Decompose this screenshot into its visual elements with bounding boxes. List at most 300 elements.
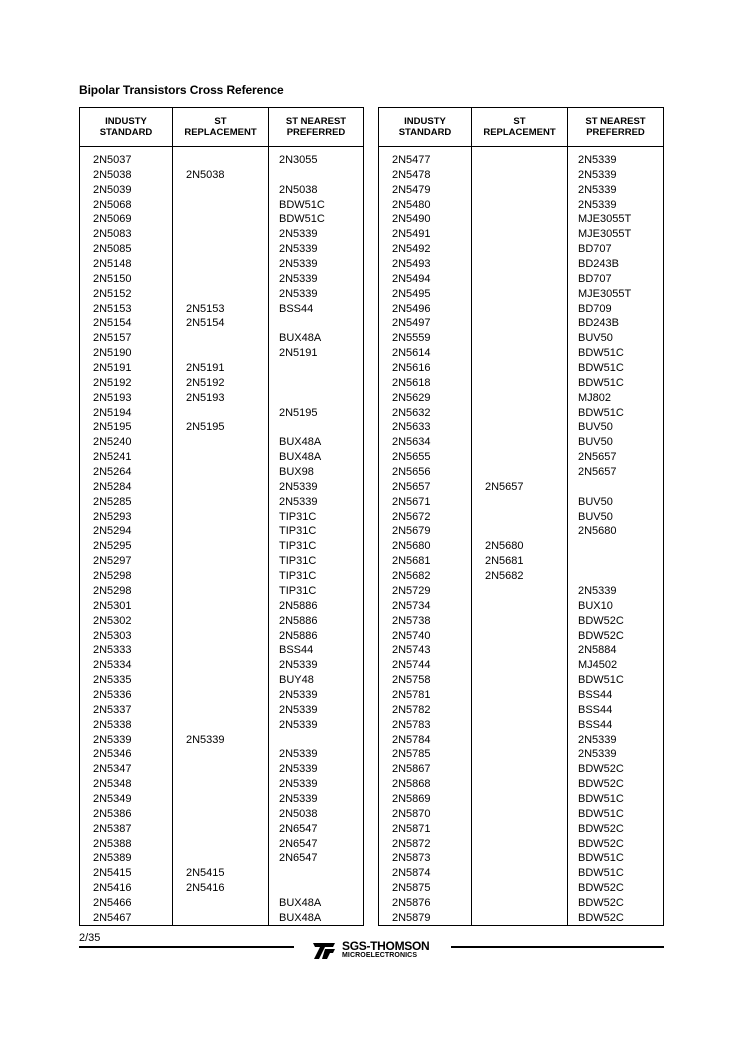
st-nearest-preferred-cell: TIP31C bbox=[279, 555, 317, 568]
cross-reference-table-right bbox=[378, 107, 664, 926]
table-row bbox=[379, 747, 663, 762]
industry-standard-cell: 2N5559 bbox=[392, 332, 431, 345]
industry-standard-cell: 2N5875 bbox=[392, 882, 431, 895]
st-nearest-preferred-cell: BUX48A bbox=[279, 911, 322, 924]
company-logo bbox=[311, 939, 433, 963]
st-replacement-cell: 2N5195 bbox=[186, 421, 225, 434]
st-nearest-preferred-cell: BDW51C bbox=[578, 362, 624, 375]
table-row bbox=[80, 406, 363, 421]
industry-standard-cell: 2N5871 bbox=[392, 822, 431, 835]
table-row bbox=[379, 614, 663, 629]
table-row bbox=[379, 257, 663, 272]
industry-standard-cell: 2N5388 bbox=[93, 837, 132, 850]
st-replacement-cell: 2N5154 bbox=[186, 317, 225, 330]
table-row bbox=[80, 361, 363, 376]
table-row bbox=[80, 316, 363, 331]
industry-standard-cell: 2N5285 bbox=[93, 495, 132, 508]
industry-standard-cell: 2N5336 bbox=[93, 688, 132, 701]
st-nearest-preferred-cell: BD707 bbox=[578, 243, 612, 256]
table-row bbox=[379, 406, 663, 421]
st-nearest-preferred-cell: MJE3055T bbox=[578, 287, 632, 300]
table-row bbox=[80, 599, 363, 614]
table-row bbox=[379, 851, 663, 866]
industry-standard-cell: 2N5298 bbox=[93, 570, 132, 583]
industry-standard-cell: 2N5870 bbox=[392, 807, 431, 820]
table-row bbox=[80, 331, 363, 346]
st-nearest-preferred-cell: BD243B bbox=[578, 258, 619, 271]
st-nearest-preferred-cell: BDW52C bbox=[578, 778, 624, 791]
industry-standard-cell: 2N5493 bbox=[392, 258, 431, 271]
table-row bbox=[80, 183, 363, 198]
st-nearest-preferred-cell: BDW51C bbox=[279, 198, 325, 211]
industry-standard-cell: 2N5784 bbox=[392, 733, 431, 746]
st-replacement-cell: 2N5416 bbox=[186, 882, 225, 895]
industry-standard-cell: 2N5477 bbox=[392, 154, 431, 166]
industry-standard-cell: 2N5495 bbox=[392, 287, 431, 300]
table-row bbox=[379, 495, 663, 510]
industry-standard-cell: 2N5671 bbox=[392, 495, 431, 508]
st-nearest-preferred-cell: 2N5339 bbox=[279, 480, 318, 493]
table-row bbox=[80, 212, 363, 227]
industry-standard-cell: 2N5681 bbox=[392, 555, 431, 568]
table-row bbox=[80, 643, 363, 658]
st-nearest-preferred-cell: 2N6547 bbox=[279, 822, 318, 835]
st-nearest-preferred-cell: 2N5339 bbox=[578, 584, 617, 597]
industry-standard-cell: 2N5478 bbox=[392, 168, 431, 181]
table-row bbox=[80, 792, 363, 807]
st-nearest-preferred-cell: 2N5191 bbox=[279, 347, 318, 360]
st-nearest-preferred-cell: 2N5657 bbox=[578, 451, 617, 464]
table-row bbox=[379, 762, 663, 777]
st-nearest-preferred-cell: 2N5886 bbox=[279, 599, 318, 612]
table-row bbox=[379, 584, 663, 599]
st-nearest-preferred-cell: BDW51C bbox=[578, 792, 624, 805]
table-row bbox=[80, 495, 363, 510]
industry-standard-cell: 2N5655 bbox=[392, 451, 431, 464]
industry-standard-cell: 2N5337 bbox=[93, 703, 132, 716]
table-row bbox=[379, 361, 663, 376]
table-row bbox=[379, 346, 663, 361]
company-subtitle: MICROELECTRONICS bbox=[342, 952, 418, 959]
st-replacement-cell: 2N5192 bbox=[186, 376, 225, 389]
st-nearest-preferred-cell: BDW52C bbox=[578, 614, 624, 627]
table-row bbox=[379, 777, 663, 792]
table-row bbox=[80, 539, 363, 554]
industry-standard-cell: 2N5068 bbox=[93, 198, 132, 211]
industry-standard-cell: 2N5302 bbox=[93, 614, 132, 627]
industry-standard-cell: 2N5466 bbox=[93, 896, 132, 909]
table-body bbox=[379, 153, 663, 926]
table-row bbox=[80, 287, 363, 302]
table-row bbox=[379, 153, 663, 168]
st-nearest-preferred-cell: 2N5339 bbox=[279, 659, 318, 672]
table-row bbox=[80, 851, 363, 866]
st-nearest-preferred-cell: BUV50 bbox=[578, 495, 613, 508]
industry-standard-cell: 2N5333 bbox=[93, 644, 132, 657]
table-row bbox=[379, 911, 663, 926]
table-row bbox=[379, 539, 663, 554]
table-row bbox=[80, 658, 363, 673]
st-nearest-preferred-cell: BUV50 bbox=[578, 421, 613, 434]
footer-rule-right bbox=[451, 946, 664, 948]
st-nearest-preferred-cell: 2N5886 bbox=[279, 614, 318, 627]
st-nearest-preferred-cell: 2N5339 bbox=[578, 733, 617, 746]
st-nearest-preferred-cell: BSS44 bbox=[279, 644, 314, 657]
table-row bbox=[379, 881, 663, 896]
industry-standard-cell: 2N5349 bbox=[93, 792, 132, 805]
industry-standard-cell: 2N5738 bbox=[392, 614, 431, 627]
industry-standard-cell: 2N5869 bbox=[392, 792, 431, 805]
st-nearest-preferred-cell: 2N5339 bbox=[279, 688, 318, 701]
industry-standard-cell: 2N5743 bbox=[392, 644, 431, 657]
industry-standard-cell: 2N5148 bbox=[93, 258, 132, 271]
table-row bbox=[80, 376, 363, 391]
industry-standard-cell: 2N5634 bbox=[392, 436, 431, 449]
st-nearest-preferred-cell: 2N5038 bbox=[279, 183, 318, 196]
st-nearest-preferred-cell: 2N5680 bbox=[578, 525, 617, 538]
st-nearest-preferred-cell: 2N5339 bbox=[279, 778, 318, 791]
industry-standard-cell: 2N5672 bbox=[392, 510, 431, 523]
industry-standard-cell: 2N5150 bbox=[93, 272, 132, 285]
industry-standard-cell: 2N5348 bbox=[93, 778, 132, 791]
industry-standard-cell: 2N5037 bbox=[93, 154, 132, 166]
table-row bbox=[80, 866, 363, 881]
table-row bbox=[379, 673, 663, 688]
table-row bbox=[379, 331, 663, 346]
st-replacement-cell: 2N5657 bbox=[485, 480, 524, 493]
industry-standard-cell: 2N5190 bbox=[93, 347, 132, 360]
table-row bbox=[80, 227, 363, 242]
table-row bbox=[80, 807, 363, 822]
table-row bbox=[379, 242, 663, 257]
company-name: SGS-THOMSON bbox=[342, 939, 430, 953]
table-row bbox=[379, 183, 663, 198]
st-nearest-preferred-cell: BD709 bbox=[578, 302, 612, 315]
st-nearest-preferred-cell: 2N5884 bbox=[578, 644, 617, 657]
table-row bbox=[379, 480, 663, 495]
st-nearest-preferred-cell: BDW52C bbox=[578, 837, 624, 850]
table-row bbox=[80, 524, 363, 539]
st-nearest-preferred-cell: 2N5886 bbox=[279, 629, 318, 642]
st-nearest-preferred-cell: BUX10 bbox=[578, 599, 613, 612]
st-nearest-preferred-cell: BDW52C bbox=[578, 882, 624, 895]
table-row bbox=[379, 316, 663, 331]
industry-standard-cell: 2N5339 bbox=[93, 733, 132, 746]
st-nearest-preferred-cell: BSS44 bbox=[578, 703, 613, 716]
industry-standard-cell: 2N5680 bbox=[392, 540, 431, 553]
st-nearest-preferred-cell: BUY48 bbox=[279, 674, 314, 687]
table-row bbox=[379, 807, 663, 822]
industry-standard-cell: 2N5629 bbox=[392, 391, 431, 404]
header-industry-standard: INDUSTY STANDARD bbox=[99, 116, 153, 138]
industry-standard-cell: 2N5781 bbox=[392, 688, 431, 701]
table-row bbox=[379, 688, 663, 703]
st-nearest-preferred-cell: BUX48A bbox=[279, 896, 322, 909]
st-nearest-preferred-cell: 2N5339 bbox=[279, 243, 318, 256]
industry-standard-cell: 2N5069 bbox=[93, 213, 132, 226]
table-row bbox=[379, 510, 663, 525]
st-nearest-preferred-cell: BDW51C bbox=[578, 674, 624, 687]
st-nearest-preferred-cell: BDW52C bbox=[578, 911, 624, 924]
header-st-replacement: ST REPLACEMENT bbox=[483, 116, 556, 138]
st-nearest-preferred-cell: 2N6547 bbox=[279, 837, 318, 850]
st-nearest-preferred-cell: 2N5339 bbox=[279, 703, 318, 716]
header-st-replacement: ST REPLACEMENT bbox=[184, 116, 257, 138]
table-row bbox=[80, 450, 363, 465]
st-nearest-preferred-cell: 2N6547 bbox=[279, 852, 318, 865]
st-nearest-preferred-cell: 2N5339 bbox=[279, 272, 318, 285]
st-nearest-preferred-cell: BDW51C bbox=[578, 867, 624, 880]
table-row bbox=[80, 584, 363, 599]
industry-standard-cell: 2N5038 bbox=[93, 168, 132, 181]
industry-standard-cell: 2N5338 bbox=[93, 718, 132, 731]
st-nearest-preferred-cell: TIP31C bbox=[279, 570, 317, 583]
st-nearest-preferred-cell: TIP31C bbox=[279, 510, 317, 523]
st-nearest-preferred-cell: BDW51C bbox=[578, 347, 624, 360]
table-row bbox=[80, 242, 363, 257]
industry-standard-cell: 2N5867 bbox=[392, 763, 431, 776]
table-row bbox=[80, 257, 363, 272]
industry-standard-cell: 2N5334 bbox=[93, 659, 132, 672]
table-row bbox=[80, 569, 363, 584]
table-row bbox=[379, 212, 663, 227]
industry-standard-cell: 2N5876 bbox=[392, 896, 431, 909]
industry-standard-cell: 2N5467 bbox=[93, 911, 132, 924]
industry-standard-cell: 2N5682 bbox=[392, 570, 431, 583]
industry-standard-cell: 2N5240 bbox=[93, 436, 132, 449]
header-industry-standard: INDUSTY STANDARD bbox=[398, 116, 452, 138]
st-nearest-preferred-cell: BDW52C bbox=[578, 629, 624, 642]
table-row bbox=[379, 227, 663, 242]
industry-standard-cell: 2N5729 bbox=[392, 584, 431, 597]
st-nearest-preferred-cell: BSS44 bbox=[279, 302, 314, 315]
industry-standard-cell: 2N5083 bbox=[93, 228, 132, 241]
industry-standard-cell: 2N5085 bbox=[93, 243, 132, 256]
industry-standard-cell: 2N5740 bbox=[392, 629, 431, 642]
st-nearest-preferred-cell: BUV50 bbox=[578, 510, 613, 523]
table-row bbox=[80, 480, 363, 495]
table-row bbox=[379, 733, 663, 748]
page-number: 2/35 bbox=[79, 932, 101, 944]
table-row bbox=[379, 896, 663, 911]
industry-standard-cell: 2N5284 bbox=[93, 480, 132, 493]
industry-standard-cell: 2N5632 bbox=[392, 406, 431, 419]
st-nearest-preferred-cell: 2N5339 bbox=[279, 718, 318, 731]
st-replacement-cell: 2N5339 bbox=[186, 733, 225, 746]
st-nearest-preferred-cell: BUV50 bbox=[578, 436, 613, 449]
table-header bbox=[379, 108, 663, 147]
industry-standard-cell: 2N5618 bbox=[392, 376, 431, 389]
header-st-nearest-preferred: ST NEAREST PREFERRED bbox=[585, 116, 646, 138]
st-nearest-preferred-cell: TIP31C bbox=[279, 540, 317, 553]
industry-standard-cell: 2N5389 bbox=[93, 852, 132, 865]
table-row bbox=[80, 911, 363, 926]
industry-standard-cell: 2N5783 bbox=[392, 718, 431, 731]
industry-standard-cell: 2N5335 bbox=[93, 674, 132, 687]
table-row bbox=[80, 837, 363, 852]
table-row bbox=[80, 391, 363, 406]
industry-standard-cell: 2N5192 bbox=[93, 376, 132, 389]
page-title: Bipolar Transistors Cross Reference bbox=[79, 83, 284, 97]
industry-standard-cell: 2N5868 bbox=[392, 778, 431, 791]
st-nearest-preferred-cell: BDW52C bbox=[578, 763, 624, 776]
table-row bbox=[379, 658, 663, 673]
st-replacement-cell: 2N5682 bbox=[485, 570, 524, 583]
st-nearest-preferred-cell: 2N5339 bbox=[578, 183, 617, 196]
industry-standard-cell: 2N5785 bbox=[392, 748, 431, 761]
industry-standard-cell: 2N5496 bbox=[392, 302, 431, 315]
table-row bbox=[80, 420, 363, 435]
st-nearest-preferred-cell: MJ4502 bbox=[578, 659, 618, 672]
st-nearest-preferred-cell: BD243B bbox=[578, 317, 619, 330]
industry-standard-cell: 2N5415 bbox=[93, 867, 132, 880]
st-nearest-preferred-cell: 2N5339 bbox=[279, 258, 318, 271]
st-nearest-preferred-cell: BUV50 bbox=[578, 332, 613, 345]
st-nearest-preferred-cell: 2N5339 bbox=[578, 748, 617, 761]
st-nearest-preferred-cell: BUX48A bbox=[279, 451, 322, 464]
table-row bbox=[80, 688, 363, 703]
table-row bbox=[379, 420, 663, 435]
industry-standard-cell: 2N5195 bbox=[93, 421, 132, 434]
industry-standard-cell: 2N5633 bbox=[392, 421, 431, 434]
table-row bbox=[379, 866, 663, 881]
st-nearest-preferred-cell: MJE3055T bbox=[578, 213, 632, 226]
industry-standard-cell: 2N5873 bbox=[392, 852, 431, 865]
st-nearest-preferred-cell: BUX48A bbox=[279, 436, 322, 449]
st-nearest-preferred-cell: BDW52C bbox=[578, 896, 624, 909]
table-row bbox=[80, 272, 363, 287]
st-nearest-preferred-cell: BDW51C bbox=[578, 376, 624, 389]
industry-standard-cell: 2N5616 bbox=[392, 362, 431, 375]
st-replacement-cell: 2N5191 bbox=[186, 362, 225, 375]
table-row bbox=[379, 554, 663, 569]
industry-standard-cell: 2N5872 bbox=[392, 837, 431, 850]
industry-standard-cell: 2N5758 bbox=[392, 674, 431, 687]
table-row bbox=[379, 837, 663, 852]
st-nearest-preferred-cell: 2N5339 bbox=[578, 168, 617, 181]
st-nearest-preferred-cell: BDW51C bbox=[578, 807, 624, 820]
st-replacement-cell: 2N5193 bbox=[186, 391, 225, 404]
table-row bbox=[80, 168, 363, 183]
cross-reference-table-left bbox=[79, 107, 364, 926]
industry-standard-cell: 2N5301 bbox=[93, 599, 132, 612]
st-nearest-preferred-cell: BUX98 bbox=[279, 466, 314, 479]
table-row bbox=[379, 718, 663, 733]
table-row bbox=[379, 435, 663, 450]
table-row bbox=[379, 198, 663, 213]
industry-standard-cell: 2N5416 bbox=[93, 882, 132, 895]
industry-standard-cell: 2N5241 bbox=[93, 451, 132, 464]
table-row bbox=[80, 896, 363, 911]
table-row bbox=[80, 510, 363, 525]
industry-standard-cell: 2N5153 bbox=[93, 302, 132, 315]
industry-standard-cell: 2N5387 bbox=[93, 822, 132, 835]
st-replacement-cell: 2N5415 bbox=[186, 867, 225, 880]
table-row bbox=[80, 629, 363, 644]
st-nearest-preferred-cell: 2N5339 bbox=[279, 495, 318, 508]
st-replacement-cell: 2N5680 bbox=[485, 540, 524, 553]
st-logo-icon bbox=[311, 939, 339, 961]
industry-standard-cell: 2N5295 bbox=[93, 540, 132, 553]
industry-standard-cell: 2N5039 bbox=[93, 183, 132, 196]
st-nearest-preferred-cell: BSS44 bbox=[578, 688, 613, 701]
industry-standard-cell: 2N5194 bbox=[93, 406, 132, 419]
table-row bbox=[379, 599, 663, 614]
st-nearest-preferred-cell: 2N5339 bbox=[279, 287, 318, 300]
st-nearest-preferred-cell: BDW51C bbox=[578, 852, 624, 865]
table-row bbox=[80, 747, 363, 762]
table-row bbox=[80, 198, 363, 213]
st-nearest-preferred-cell: 2N5657 bbox=[578, 466, 617, 479]
industry-standard-cell: 2N5346 bbox=[93, 748, 132, 761]
industry-standard-cell: 2N5879 bbox=[392, 911, 431, 924]
st-nearest-preferred-cell: 2N5339 bbox=[279, 748, 318, 761]
table-row bbox=[80, 302, 363, 317]
industry-standard-cell: 2N5480 bbox=[392, 198, 431, 211]
footer-rule-left bbox=[79, 946, 294, 948]
st-replacement-cell: 2N5681 bbox=[485, 555, 524, 568]
industry-standard-cell: 2N5614 bbox=[392, 347, 431, 360]
table-row bbox=[379, 168, 663, 183]
industry-standard-cell: 2N5494 bbox=[392, 272, 431, 285]
industry-standard-cell: 2N5154 bbox=[93, 317, 132, 330]
industry-standard-cell: 2N5679 bbox=[392, 525, 431, 538]
table-row bbox=[80, 718, 363, 733]
st-nearest-preferred-cell: 2N5339 bbox=[279, 792, 318, 805]
industry-standard-cell: 2N5297 bbox=[93, 555, 132, 568]
table-row bbox=[80, 673, 363, 688]
st-replacement-cell: 2N5153 bbox=[186, 302, 225, 315]
industry-standard-cell: 2N5298 bbox=[93, 584, 132, 597]
table-row bbox=[379, 524, 663, 539]
st-nearest-preferred-cell: BD707 bbox=[578, 272, 612, 285]
table-row bbox=[379, 569, 663, 584]
table-row bbox=[379, 643, 663, 658]
industry-standard-cell: 2N5734 bbox=[392, 599, 431, 612]
table-row bbox=[379, 272, 663, 287]
table-row bbox=[80, 465, 363, 480]
industry-standard-cell: 2N5491 bbox=[392, 228, 431, 241]
header-st-nearest-preferred: ST NEAREST PREFERRED bbox=[285, 116, 347, 138]
table-row bbox=[80, 554, 363, 569]
st-nearest-preferred-cell: BDW51C bbox=[279, 213, 325, 226]
table-row bbox=[80, 822, 363, 837]
table-row bbox=[379, 629, 663, 644]
industry-standard-cell: 2N5294 bbox=[93, 525, 132, 538]
industry-standard-cell: 2N5492 bbox=[392, 243, 431, 256]
industry-standard-cell: 2N5874 bbox=[392, 867, 431, 880]
industry-standard-cell: 2N5152 bbox=[93, 287, 132, 300]
st-nearest-preferred-cell: 2N5339 bbox=[279, 228, 318, 241]
st-nearest-preferred-cell: 2N5339 bbox=[279, 763, 318, 776]
st-nearest-preferred-cell: 2N5339 bbox=[578, 198, 617, 211]
st-nearest-preferred-cell: 2N5038 bbox=[279, 807, 318, 820]
industry-standard-cell: 2N5782 bbox=[392, 703, 431, 716]
industry-standard-cell: 2N5497 bbox=[392, 317, 431, 330]
table-row bbox=[379, 450, 663, 465]
table-row bbox=[379, 391, 663, 406]
st-replacement-cell: 2N5038 bbox=[186, 168, 225, 181]
table-row bbox=[80, 614, 363, 629]
st-nearest-preferred-cell: BDW51C bbox=[578, 406, 624, 419]
industry-standard-cell: 2N5303 bbox=[93, 629, 132, 642]
st-nearest-preferred-cell: BDW52C bbox=[578, 822, 624, 835]
industry-standard-cell: 2N5490 bbox=[392, 213, 431, 226]
st-nearest-preferred-cell: 2N5195 bbox=[279, 406, 318, 419]
table-row bbox=[379, 376, 663, 391]
table-row bbox=[80, 346, 363, 361]
st-nearest-preferred-cell: BUX48A bbox=[279, 332, 322, 345]
